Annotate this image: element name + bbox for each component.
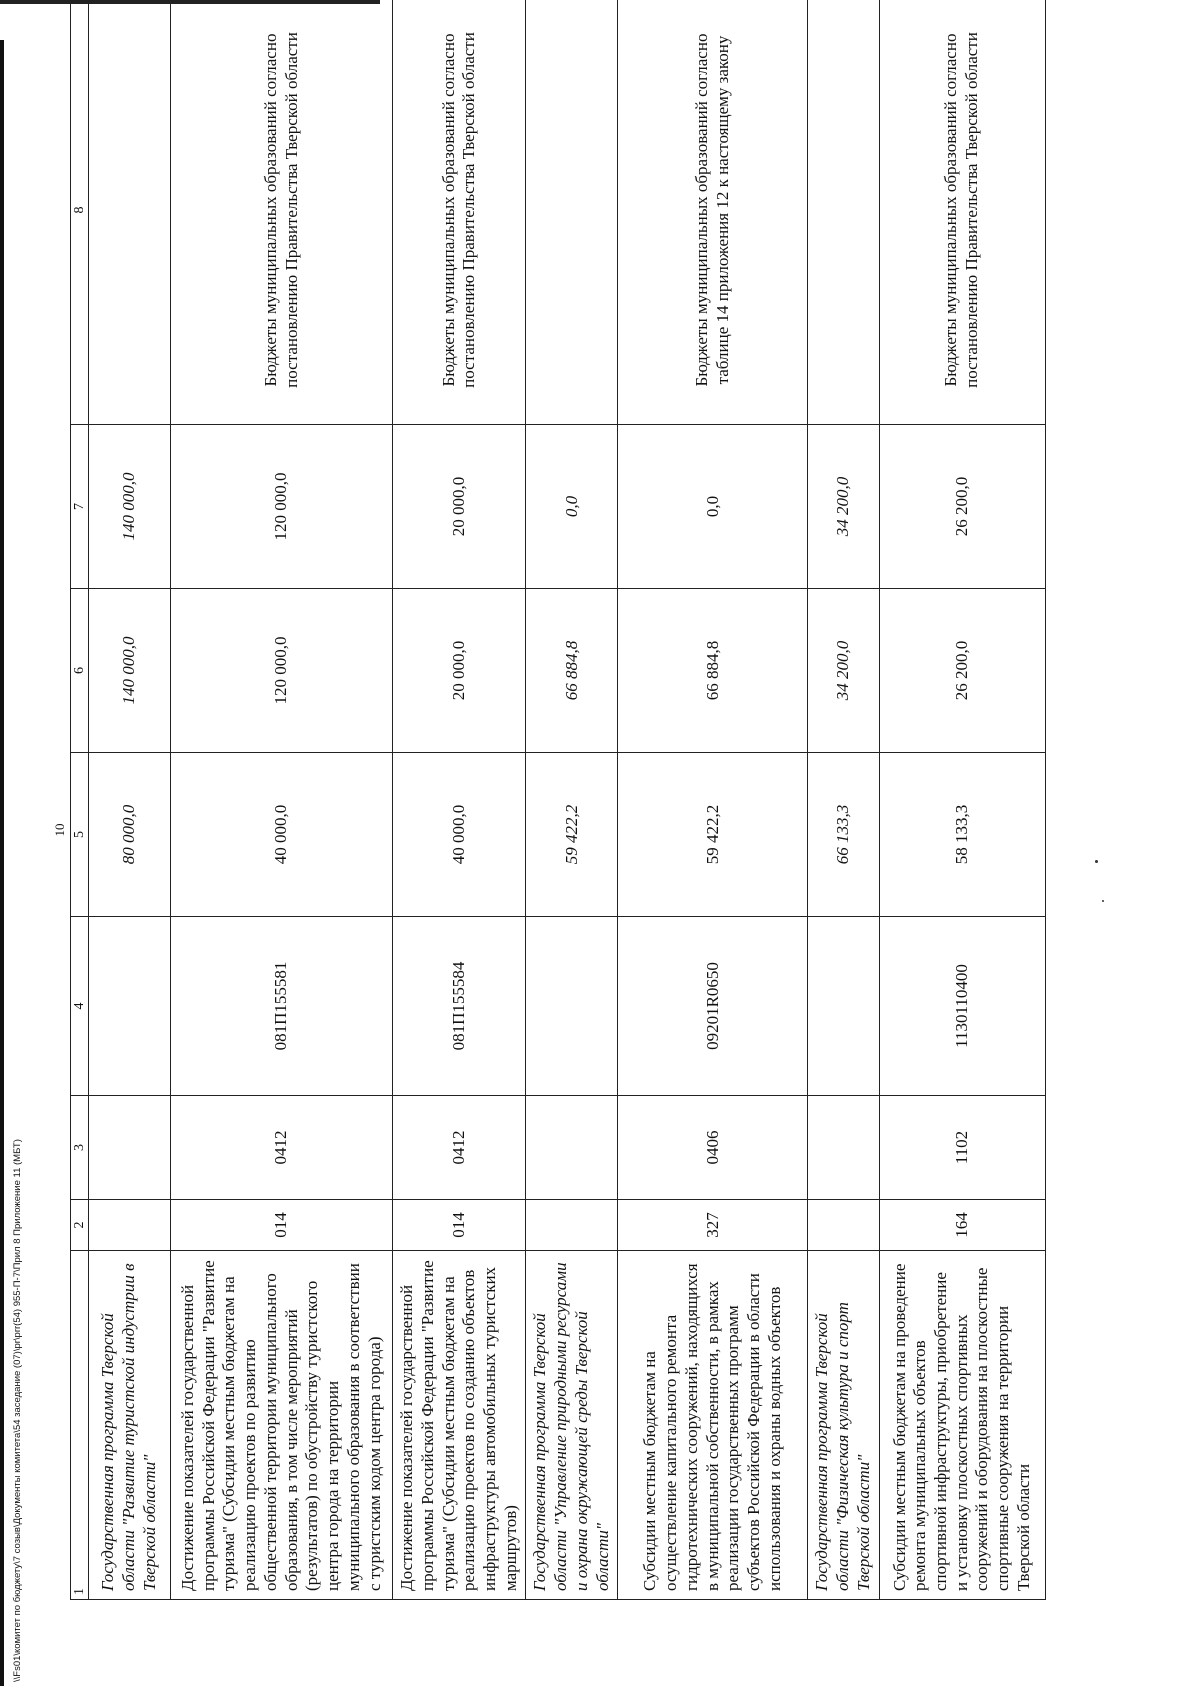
- cell-year-1: 66 133,3: [808, 753, 879, 917]
- scan-speck: [1102, 900, 1104, 902]
- scan-speck: [1095, 860, 1098, 863]
- col-header-4: 4: [71, 917, 89, 1096]
- cell-admin: [526, 1200, 618, 1251]
- cell-year-2: 120 000,0: [171, 589, 393, 753]
- cell-year-1: 40 000,0: [171, 753, 393, 917]
- table-row: [879, 0, 1045, 1600]
- cell-admin: [808, 1200, 879, 1251]
- cell-recipient: Бюджеты муниципальных образований согласно таблице 14 приложения 12 к настоящему закону: [618, 0, 808, 425]
- cell-recipient: Бюджеты муниципальных образований согласно постановлению Правительства Тверской области: [879, 0, 1045, 425]
- cell-code: [526, 917, 618, 1096]
- col-header-7: 7: [71, 425, 89, 589]
- scan-left-edge: [0, 40, 4, 1686]
- rotated-sheet: [52, 32, 1060, 1600]
- cell-section: 0412: [171, 1096, 393, 1200]
- col-header-8: 8: [71, 0, 89, 425]
- table-row: [171, 0, 393, 1600]
- cell-year-3: 0,0: [618, 425, 808, 589]
- cell-admin: 164: [879, 1200, 1045, 1251]
- cell-year-1: 58 133,3: [879, 753, 1045, 917]
- cell-year-2: 140 000,0: [89, 589, 171, 753]
- budget-table: [70, 0, 1046, 1600]
- cell-year-3: 0,0: [526, 425, 618, 589]
- cell-year-1: 80 000,0: [89, 753, 171, 917]
- program-name: Государственная программа Тверской области "Физическая культура и спорт Тверской области": [808, 1251, 879, 1600]
- cell-year-2: 66 884,8: [526, 589, 618, 753]
- cell-code: 1130110400: [879, 917, 1045, 1096]
- cell-recipient: [89, 0, 171, 425]
- cell-year-2: 34 200,0: [808, 589, 879, 753]
- cell-year-3: 20 000,0: [393, 425, 526, 589]
- cell-recipient: Бюджеты муниципальных образований согласно постановлению Правительства Тверской области: [393, 0, 526, 425]
- col-header-6: 6: [71, 589, 89, 753]
- cell-admin: 014: [393, 1200, 526, 1251]
- cell-recipient: Бюджеты муниципальных образований согласно постановлению Правительства Тверской области: [171, 0, 393, 425]
- cell-year-3: 120 000,0: [171, 425, 393, 589]
- cell-admin: 014: [171, 1200, 393, 1251]
- col-header-1: 1: [71, 1251, 89, 1600]
- cell-recipient: [808, 0, 879, 425]
- cell-year-1: 59 422,2: [526, 753, 618, 917]
- cell-section: [89, 1096, 171, 1200]
- table-row: [526, 0, 618, 1600]
- cell-section: 0412: [393, 1096, 526, 1200]
- cell-admin: [89, 1200, 171, 1251]
- cell-year-3: 140 000,0: [89, 425, 171, 589]
- cell-year-1: 59 422,2: [618, 753, 808, 917]
- subsidy-name: Субсидии местным бюджетам на проведение ремонта муниципальных объектов спортивной инфраструктуры, приобретение и установку плоскостных спортивных сооружений и оборудования на плоскостные спортивные сооружения на территории Тверской области: [879, 1251, 1045, 1600]
- col-header-3: 3: [71, 1096, 89, 1200]
- cell-year-3: 26 200,0: [879, 425, 1045, 589]
- cell-code: [808, 917, 879, 1096]
- cell-section: [526, 1096, 618, 1200]
- subsidy-name: Достижение показателей государственной программы Российской Федерации "Развитие туризма" (Субсидии местным бюджетам на реализацию проектов по развитию общественной территории муниципального образования, в том числе мероприятий (результатов) по обустройству туристского центра города на территории муниципального образования в соответствии с туристским кодом центра города): [171, 1251, 393, 1600]
- cell-recipient: [526, 0, 618, 425]
- table-row: [808, 0, 879, 1600]
- cell-code: 081П155581: [171, 917, 393, 1096]
- cell-admin: 327: [618, 1200, 808, 1251]
- cell-code: 09201R0650: [618, 917, 808, 1096]
- page-number: 10: [52, 823, 67, 837]
- subsidy-name: Достижение показателей государственной программы Российской Федерации "Развитие туризма" (Субсидии местным бюджетам на реализацию проектов по созданию объектов инфраструктуры автомобильных туристских маршрутов): [393, 1251, 526, 1600]
- table-row: [89, 0, 171, 1600]
- cell-section: 1102: [879, 1096, 1045, 1200]
- cell-year-1: 40 000,0: [393, 753, 526, 917]
- cell-year-2: 66 884,8: [618, 589, 808, 753]
- subsidy-name: Субсидии местным бюджетам на осуществление капитального ремонта гидротехнических сооружений, находящихся в муниципальной собственности, в рамках реализации государственных программ субъектов Российской Федерации в области использования и охраны водных объектов: [618, 1251, 808, 1600]
- cell-year-3: 34 200,0: [808, 425, 879, 589]
- cell-year-2: 26 200,0: [879, 589, 1045, 753]
- cell-code: 081П155584: [393, 917, 526, 1096]
- program-name: Государственная программа Тверской области "Развитие туристской индустрии в Тверской области": [89, 1251, 171, 1600]
- cell-code: [89, 917, 171, 1096]
- header-row: [71, 0, 89, 1600]
- col-header-2: 2: [71, 1200, 89, 1251]
- cell-section: [808, 1096, 879, 1200]
- program-name: Государственная программа Тверской области "Управление природными ресурсами и охрана окружающей среды Тверской области": [526, 1251, 618, 1600]
- cell-section: 0406: [618, 1096, 808, 1200]
- col-header-5: 5: [71, 753, 89, 917]
- table-row: [618, 0, 808, 1600]
- file-path-footer: \\Fs01\комитет по бюджету\7 созыв\Документы комитета\54 заседание (07)\pr\prr(54) 955-П-7\Прил 8 Приложение 11 (МБТ): [12, 1139, 23, 1682]
- cell-year-2: 20 000,0: [393, 589, 526, 753]
- table-row: [393, 0, 526, 1600]
